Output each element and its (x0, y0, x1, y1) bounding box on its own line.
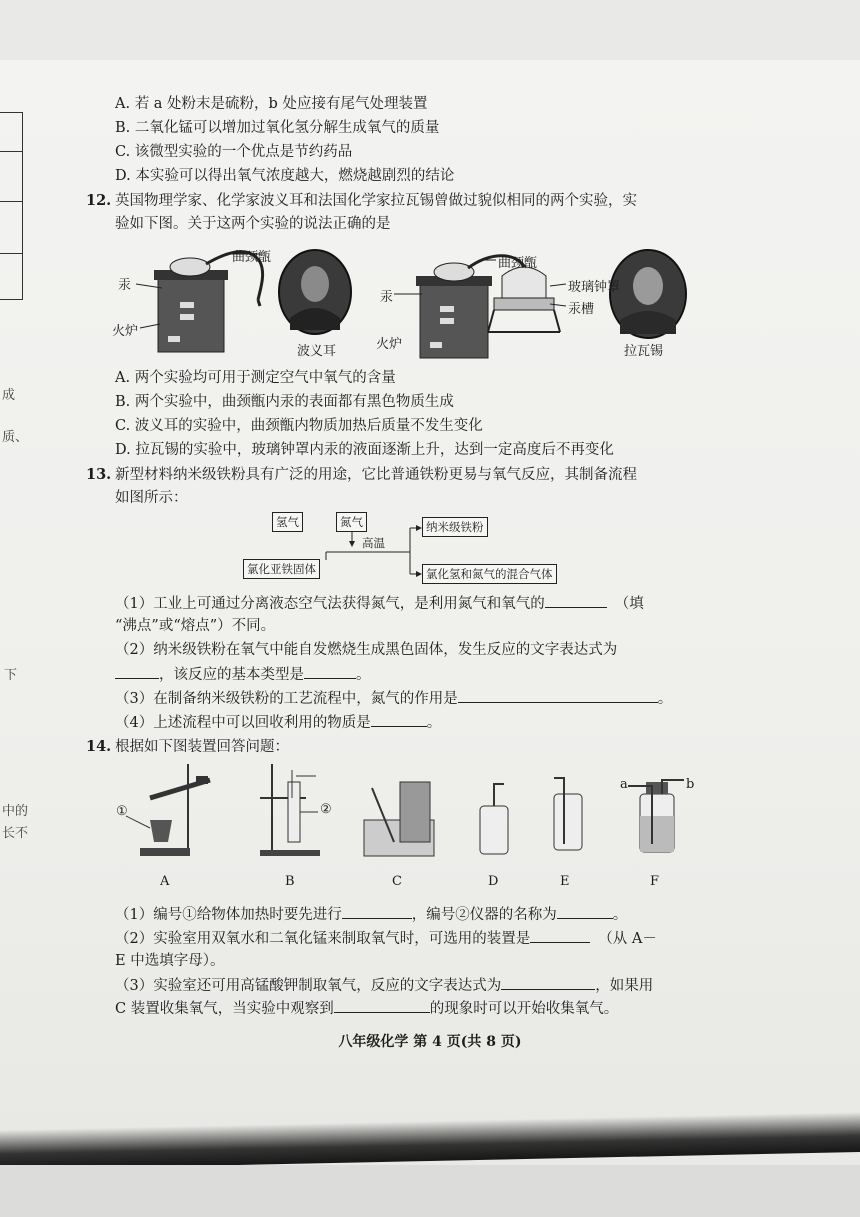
q14-part3-cont: C 装置收集氧气，当实验中观察到 的现象时可以开始收集氧气。 (115, 998, 618, 1019)
page-footer: 八年级化学 第 4 页(共 8 页) (338, 1034, 522, 1050)
label-furnace: 火炉 (376, 337, 403, 352)
q14-part1: （1）编号①给物体加热时要先进行 ，编号②仪器的名称为 。 (115, 904, 627, 925)
answer-blank[interactable] (501, 975, 595, 990)
q12-stem-2: 验如下图。关于这两个实验的说法正确的是 (115, 216, 391, 232)
answer-blank[interactable] (342, 904, 412, 919)
q12-stem: 英国物理学家、化学家波义耳和法国化学家拉瓦锡曾做过貌似相同的两个实验，实 (115, 193, 637, 209)
margin-text: 长不 (2, 826, 29, 841)
q12-number: 12. (86, 192, 112, 209)
q13-part4: （4）上述流程中可以回收利用的物质是 。 (115, 712, 441, 733)
q11-option-d: D. 本实验可以得出氧气浓度越大，燃烧越剧烈的结论 (115, 168, 455, 184)
q12-option-a: A. 两个实验均可用于测定空气中氧气的含量 (115, 370, 396, 386)
label-curved-retort: 曲颈甑 (232, 250, 272, 265)
q13-number: 13. (86, 466, 112, 483)
margin-text: 成 (2, 388, 16, 403)
answer-blank[interactable] (545, 593, 607, 608)
caption-f: F (650, 874, 660, 889)
answer-blank[interactable] (334, 998, 430, 1013)
q13-stem-2: 如图所示： (115, 490, 188, 506)
margin-text: 中的 (2, 804, 29, 819)
label-furnace: 火炉 (112, 324, 139, 339)
label-bell-jar: 玻璃钟罩 (568, 280, 621, 295)
margin-text: 质、 (2, 430, 29, 445)
flow-box-hydrogen: 氢气 (272, 512, 303, 532)
q14-part3: （3）实验室还可用高锰酸钾制取氧气，反应的文字表达式为 ，如果用 (115, 975, 653, 996)
caption-b: B (285, 874, 295, 889)
flow-condition-high-temp: 高温 (362, 536, 385, 550)
flow-box-gas-mixture: 氯化氢和氮气的混合气体 (422, 564, 557, 584)
q13-part1: （1）工业上可通过分离液态空气法获得氮气，是利用氮气和氧气的 （填 (115, 593, 644, 614)
caption-boyle: 波义耳 (297, 344, 337, 359)
q12-option-d: D. 拉瓦锡的实验中，玻璃钟罩内汞的液面逐渐上升，达到一定高度后不再变化 (115, 442, 614, 458)
answer-blank[interactable] (530, 928, 590, 943)
caption-d: D (488, 874, 499, 889)
caption-a: A (160, 874, 170, 889)
label-mercury: 汞 (380, 290, 394, 305)
q12-option-c: C. 波义耳的实验中，曲颈甑内物质加热后质量不发生变化 (115, 418, 483, 434)
marker-2: ② (320, 802, 332, 817)
flow-box-nitrogen: 氮气 (336, 512, 367, 532)
label-mercury-trough: 汞槽 (568, 302, 595, 317)
q13-part1-cont: “沸点”或“熔点”）不同。 (115, 618, 276, 634)
label-mercury: 汞 (118, 278, 132, 293)
caption-lavoisier: 拉瓦锡 (624, 344, 664, 359)
flow-box-nano-iron: 纳米级铁粉 (422, 517, 488, 537)
caption-c: C (392, 874, 402, 889)
q14-part2: （2）实验室用双氧水和二氧化锰来制取氧气时，可选用的装置是 （从 A－ (115, 928, 657, 949)
lab-apparatus-figures (110, 758, 710, 868)
q14-stem: 根据如下图装置回答问题： (115, 739, 289, 755)
q14-number: 14. (86, 738, 112, 755)
answer-blank[interactable] (458, 688, 658, 703)
answer-blank[interactable] (115, 664, 159, 679)
q11-option-c: C. 该微型实验的一个优点是节约药品 (115, 144, 353, 160)
score-box (0, 112, 23, 300)
answer-blank[interactable] (557, 904, 613, 919)
q14-part2-cont: E 中选填字母）。 (115, 953, 225, 969)
label-port-a: a (620, 777, 628, 792)
q12-option-b: B. 两个实验中，曲颈甑内汞的表面都有黑色物质生成 (115, 394, 454, 410)
marker-1: ① (116, 804, 128, 819)
answer-blank[interactable] (371, 712, 427, 727)
q13-part2-cont: ，该反应的基本类型是 。 (115, 664, 371, 685)
caption-e: E (560, 874, 570, 889)
margin-text: 下 (4, 668, 18, 683)
answer-blank[interactable] (304, 664, 356, 679)
scan-background (0, 1165, 860, 1217)
q11-option-b: B. 二氧化锰可以增加过氧化氢分解生成氧气的质量 (115, 120, 440, 136)
q11-option-a: A. 若 a 处粉末是硫粉，b 处应接有尾气处理装置 (115, 96, 428, 112)
flow-box-ferrous-chloride: 氯化亚铁固体 (243, 559, 320, 579)
q13-part2: （2）纳米级铁粉在氧气中能自发燃烧生成黑色固体，发生反应的文字表达式为 (115, 642, 618, 658)
q13-part3: （3）在制备纳米级铁粉的工艺流程中，氮气的作用是 。 (115, 688, 672, 709)
q13-stem: 新型材料纳米级铁粉具有广泛的用途，它比普通铁粉更易与氧气反应，其制备流程 (115, 467, 637, 483)
label-port-b: b (686, 777, 695, 792)
label-curved-retort: 曲颈甑 (498, 256, 538, 271)
